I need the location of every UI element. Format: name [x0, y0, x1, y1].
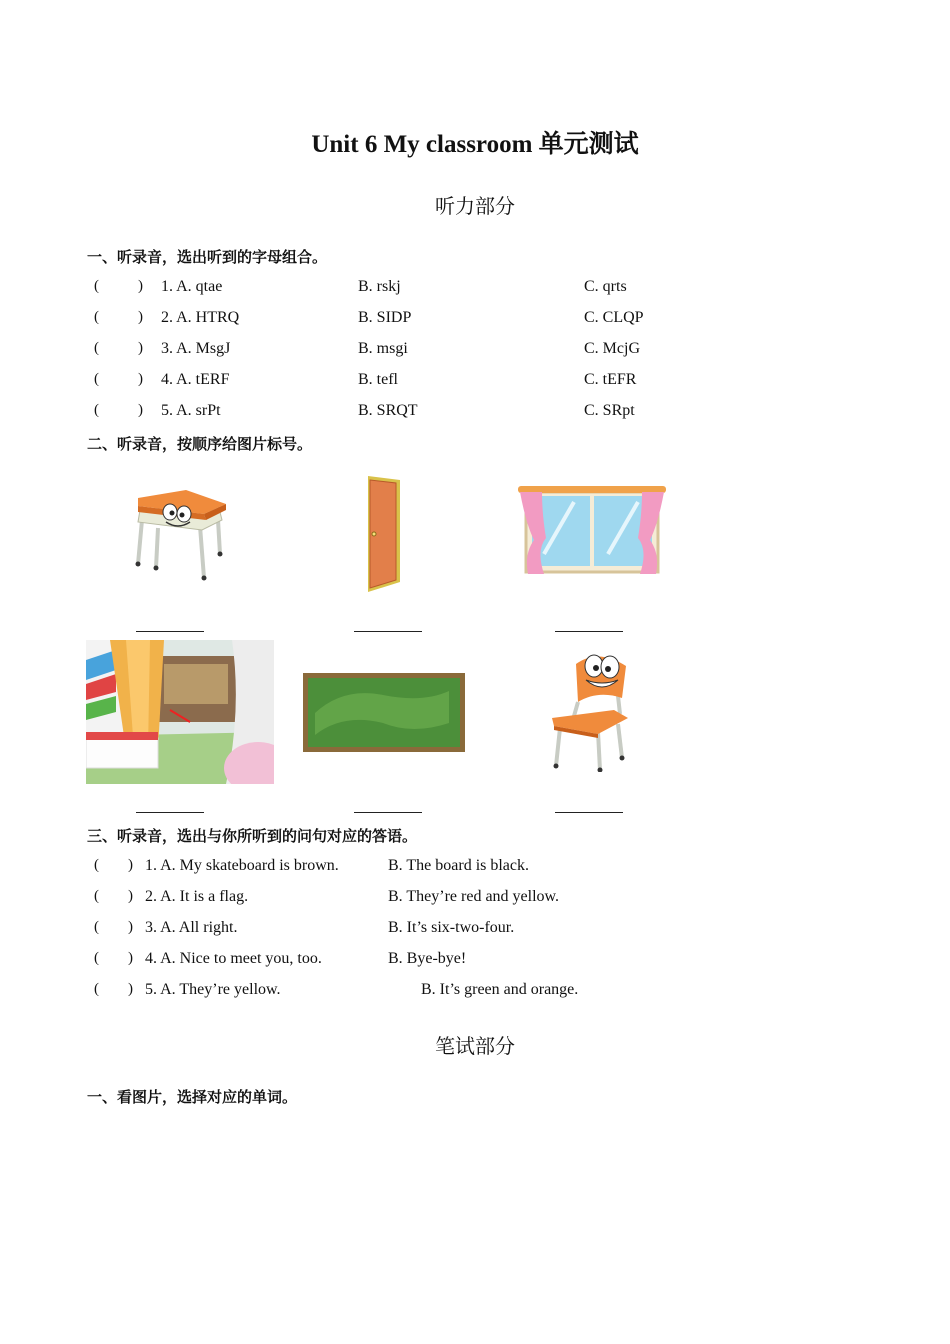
answer-paren-close: )	[138, 402, 143, 418]
chair-icon	[548, 650, 634, 772]
option-a: 1. A. qtae	[161, 278, 223, 295]
part1-heading: 一、听录音，选出听到的字母组合。	[87, 248, 328, 266]
answer-paren-open: (	[94, 309, 99, 325]
answer-paren-open: (	[94, 888, 99, 904]
option-b: B. tefl	[358, 371, 398, 388]
option-a: 2. A. It is a flag.	[145, 888, 249, 905]
answer-paren-close: )	[128, 981, 133, 997]
answer-blank[interactable]	[136, 630, 204, 632]
answer-paren-open: (	[94, 919, 99, 935]
option-c: C. SRpt	[584, 402, 635, 419]
answer-paren-open: (	[94, 278, 99, 294]
answer-blank[interactable]	[555, 630, 623, 632]
option-b: B. It’s six-two-four.	[388, 919, 515, 936]
option-b: B. rskj	[358, 278, 401, 295]
answer-paren-open: (	[94, 950, 99, 966]
option-c: C. tEFR	[584, 371, 637, 388]
option-c: C. McjG	[584, 340, 640, 357]
option-b: B. They’re red and yellow.	[388, 888, 560, 905]
answer-paren-open: (	[94, 402, 99, 418]
option-a: 2. A. HTRQ	[161, 309, 240, 326]
door-icon	[362, 472, 406, 594]
option-b: B. msgi	[358, 340, 408, 357]
listening-section-title: 听力部分	[435, 194, 515, 218]
option-a: 4. A. tERF	[161, 371, 230, 388]
option-a: 5. A. srPt	[161, 402, 221, 419]
answer-paren-open: (	[94, 981, 99, 997]
option-c: C. qrts	[584, 278, 627, 295]
answer-paren-close: )	[128, 857, 133, 873]
option-c: C. CLQP	[584, 309, 644, 326]
option-b: B. SRQT	[358, 402, 418, 419]
option-b: B. The board is black.	[388, 857, 530, 874]
option-b: B. It’s green and orange.	[421, 981, 579, 998]
answer-paren-open: (	[94, 340, 99, 356]
page-title: Unit 6 My classroom 单元测试	[311, 131, 639, 158]
answer-paren-close: )	[138, 278, 143, 294]
answer-blank[interactable]	[555, 811, 623, 813]
board-icon	[303, 673, 465, 752]
writing-part1-heading: 一、看图片，选择对应的单词。	[87, 1088, 298, 1106]
option-b: B. Bye-bye!	[388, 950, 467, 967]
answer-blank[interactable]	[354, 630, 422, 632]
part3-heading: 三、听录音，选出与你所听到的问句对应的答语。	[87, 827, 418, 845]
answer-blank[interactable]	[354, 811, 422, 813]
answer-blank[interactable]	[136, 811, 204, 813]
option-a: 5. A. They’re yellow.	[145, 981, 281, 998]
option-b: B. SIDP	[358, 309, 412, 326]
option-a: 3. A. All right.	[145, 919, 238, 936]
answer-paren-close: )	[138, 340, 143, 356]
part2-heading: 二、听录音，按顺序给图片标号。	[87, 435, 313, 453]
writing-section-title: 笔试部分	[435, 1034, 515, 1058]
answer-paren-open: (	[94, 857, 99, 873]
option-a: 3. A. MsgJ	[161, 340, 231, 357]
answer-paren-close: )	[128, 950, 133, 966]
answer-paren-open: (	[94, 371, 99, 387]
option-a: 1. A. My skateboard is brown.	[145, 857, 339, 874]
answer-paren-close: )	[138, 371, 143, 387]
answer-paren-close: )	[138, 309, 143, 325]
answer-paren-close: )	[128, 919, 133, 935]
desk-icon	[128, 484, 232, 584]
classroom-photo	[86, 640, 274, 784]
window-icon	[516, 484, 668, 578]
answer-paren-close: )	[128, 888, 133, 904]
option-a: 4. A. Nice to meet you, too.	[145, 950, 322, 967]
